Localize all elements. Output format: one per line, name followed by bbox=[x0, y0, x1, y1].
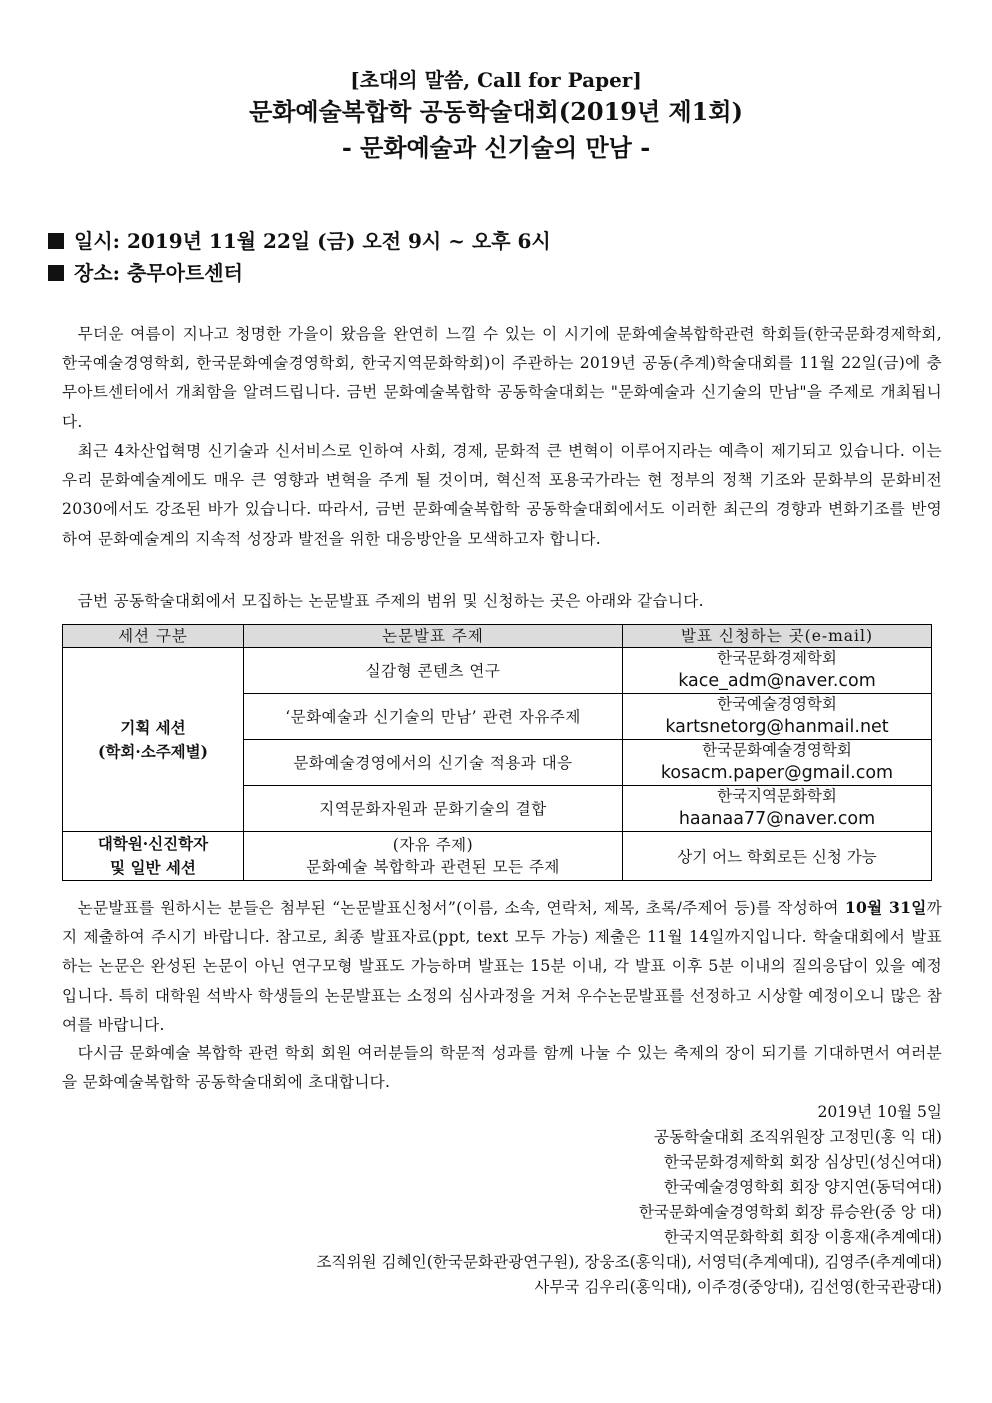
topic-cell bbox=[244, 832, 623, 881]
signature-line: 조직위원 김혜인(한국문화관광연구원), 장웅조(홍익대), 서영덕(추계예대), 김영주(추계예대) bbox=[316, 1253, 942, 1271]
topic-cell: 실감형 콘텐츠 연구 bbox=[244, 648, 623, 694]
title-block bbox=[0, 66, 992, 166]
society-name: 한국문화예술경영학회 bbox=[702, 741, 852, 759]
closing-paragraph: 다시금 문화예술 복합학 관련 학회 회원 여러분들의 학문적 성과를 함께 나눌 수 있는 축제의 장이 되기를 기대하면서 여러분을 문화예술복합학 공동학술대회에 초대합니다. bbox=[62, 1044, 942, 1092]
col-header-topic: 논문발표 주제 bbox=[244, 625, 623, 648]
where-cell bbox=[623, 694, 932, 740]
topic-cell: 지역문화자원과 문화기술의 결합 bbox=[244, 786, 623, 832]
venue-line bbox=[48, 258, 243, 288]
signature-date: 2019년 10월 5일 bbox=[817, 1103, 942, 1121]
intro-paragraph-1: 무더운 여름이 지나고 청명한 가을이 왔음을 완연히 느낄 수 있는 이 시기에 문화예술복합학관련 학회들(한국문화경제학회, 한국예술경영학회, 한국문화예술경영학회, 한국지역문화학회)이 주관하는 2019년 공동(추계)학술대회를 11월 22일(금)에 충무아트센터에서 개최함을 알려드립니다. 금번 문화예술복합학 공동학술대회는 "문화예술과 신기술의 만남"을 주제로 개최됩니다. bbox=[62, 325, 942, 431]
conference-title: 문화예술복합학 공동학술대회(2019년 제1회) bbox=[249, 97, 743, 126]
signature-line: 한국예술경영학회 회장 양지연(동덕여대) bbox=[663, 1178, 942, 1196]
where-cell bbox=[623, 648, 932, 694]
deadline-emphasis: 10월 31일 bbox=[844, 898, 927, 917]
signature-block bbox=[42, 1100, 942, 1300]
venue-text: 장소: 충무아트센터 bbox=[74, 261, 243, 285]
free-topic-label: (자유 주제) bbox=[392, 836, 474, 854]
table-row bbox=[63, 648, 932, 694]
email-link[interactable]: kartsnetorg@hanmail.net bbox=[665, 717, 889, 737]
table-row bbox=[63, 832, 932, 881]
email-link[interactable]: haanaa77@naver.com bbox=[678, 809, 876, 829]
date-line bbox=[48, 226, 551, 256]
col-header-where: 발표 신청하는 곳(e-mail) bbox=[623, 625, 932, 648]
signature-line: 한국문화예술경영학회 회장 류승완(중 앙 대) bbox=[638, 1203, 942, 1221]
submission-paragraph bbox=[62, 893, 942, 1040]
session-planned-line2: (학회·소주제별) bbox=[98, 741, 208, 761]
where-cell bbox=[623, 740, 932, 786]
submission-text-b: 까지 제출하여 주시기 바랍니다. 참고로, 최종 발표자료(ppt, text 모두 가능) 제출은 11월 14일까지입니다. 학술대회에서 발표하는 논문은 완성된 논문이 아닌 연구모형 발표도 가능하며 발표는 15분 이내, 각 발표 이후 5분 이내의 질의응답이 있을 예정입니다. 특히 대학원 석박사 학생들의 논문발표는 소정의 심사과정을 거쳐 우수논문발표를 선정하고 시상할 예정이오니 많은 참여를 바랍니다. bbox=[62, 899, 942, 1034]
free-topic-desc: 문화예술 복합학과 관련된 모든 주제 bbox=[306, 858, 560, 876]
signature-line: 사무국 김우리(홍익대), 이주경(중앙대), 김선영(한국관광대) bbox=[534, 1278, 942, 1296]
bullet-square-icon bbox=[48, 233, 64, 249]
session-general-line1: 대학원·신진학자 bbox=[97, 834, 209, 853]
session-general-line2: 및 일반 세션 bbox=[110, 858, 196, 877]
society-name: 한국지역문화학회 bbox=[717, 787, 837, 805]
paper-topics-table bbox=[62, 624, 932, 881]
email-link[interactable]: kace_adm@naver.com bbox=[678, 671, 876, 691]
signature-line: 한국문화경제학회 회장 심상민(성신여대) bbox=[663, 1153, 942, 1171]
session-planned bbox=[63, 648, 244, 832]
intro-paragraph-2: 최근 4차산업혁명 신기술과 신서비스로 인하여 사회, 경제, 문화적 큰 변혁이 이루어지라는 예측이 제기되고 있습니다. 이는 우리 문화예술계에도 매우 큰 영향과 변혁을 주게 될 것이며, 혁신적 포용국가라는 현 정부의 정책 기조와 문화부의 문화비전2030에서도 강조된 바가 있습니다. 따라서, 금번 문화예술복합학 공동학술대회에서도 이러한 최근의 경향과 변화기조를 반영하여 문화예술계의 지속적 성장과 발전을 위한 대응방안을 모색하고자 합니다. bbox=[62, 442, 942, 548]
society-name: 한국문화경제학회 bbox=[717, 649, 837, 667]
signature-line: 한국지역문화학회 회장 이흥재(추계예대) bbox=[663, 1228, 942, 1246]
conference-subtitle: - 문화예술과 신기술의 만남 - bbox=[341, 133, 651, 162]
intro-paragraph-3: 금번 공동학술대회에서 모집하는 논문발표 주제의 범위 및 신청하는 곳은 아래와 같습니다. bbox=[77, 592, 704, 610]
date-text: 일시: 2019년 11월 22일 (금) 오전 9시 ~ 오후 6시 bbox=[74, 229, 551, 253]
bullet-square-icon bbox=[48, 265, 64, 281]
where-cell bbox=[623, 786, 932, 832]
where-cell: 상기 어느 학회로든 신청 가능 bbox=[623, 832, 932, 881]
call-for-paper-kicker: [초대의 말씀, Call for Paper] bbox=[350, 68, 642, 92]
session-planned-line1: 기획 세션 bbox=[120, 717, 186, 737]
topic-cell: ‘문화예술과 신기술의 만남’ 관련 자유주제 bbox=[244, 694, 623, 740]
signature-line: 공동학술대회 조직위원장 고정민(홍 익 대) bbox=[653, 1128, 942, 1146]
col-header-session: 세션 구분 bbox=[63, 625, 244, 648]
email-link[interactable]: kosacm.paper@gmail.com bbox=[660, 763, 894, 783]
topic-cell: 문화예술경영에서의 신기술 적용과 대응 bbox=[244, 740, 623, 786]
table-header-row bbox=[63, 625, 932, 648]
session-general bbox=[63, 832, 244, 881]
submission-text-a: 논문발표를 원하시는 분들은 첨부된 “논문발표신청서”(이름, 소속, 연락처, 제목, 초록/주제어 등)를 작성하여 bbox=[77, 899, 845, 917]
society-name: 한국예술경영학회 bbox=[717, 695, 837, 713]
